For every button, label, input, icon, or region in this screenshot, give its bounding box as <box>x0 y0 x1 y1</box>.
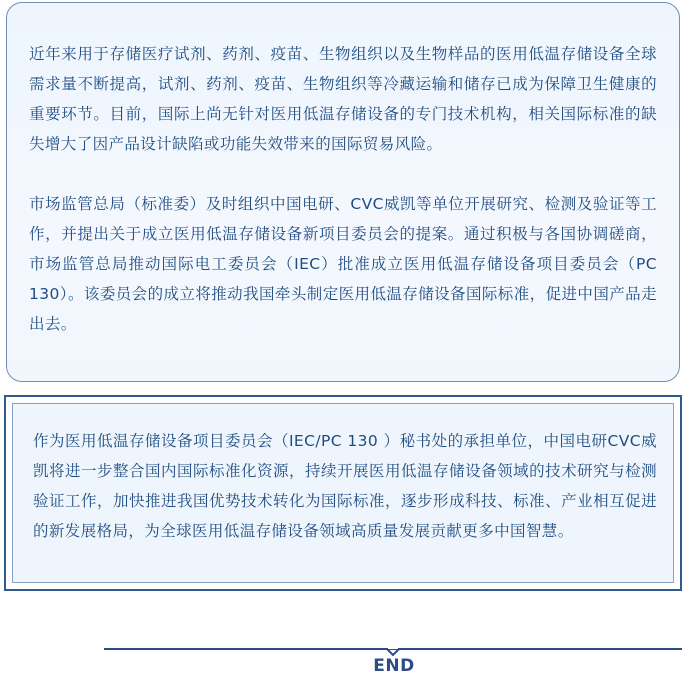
end-label: END <box>373 656 415 676</box>
summary-card-inner <box>12 403 674 583</box>
intro-paragraph-2: 市场监管总局（标准委）及时组织中国电研、CVC威凯等单位开展研究、检测及验证等工作，并提出关于成立医用低温存储设备新项目委员会的提案。通过积极与各国协调磋商，市场监管总局推动国际电工委员会（IEC）批准成立医用低温存储设备项目委员会（PC 130）。该委员会的成立将推动我国牵头制定医用低温存储设备国际标准，促进中国产品走出去。 <box>29 195 657 333</box>
intro-paragraph-1: 近年来用于存储医疗试剂、药剂、疫苗、生物组织以及生物样品的医用低温存储设备全球需求量不断提高，试剂、药剂、疫苗、生物组织等冷藏运输和储存已成为保障卫生健康的重要环节。目前，国际上尚无针对医用低温存储设备的专门技术机构，相关国际标准的缺失增大了因产品设计缺陷或功能失效带来的国际贸易风险。 <box>29 45 657 153</box>
end-divider <box>104 642 682 682</box>
summary-paragraph: 作为医用低温存储设备项目委员会（IEC/PC 130 ）秘书处的承担单位，中国电研CVC威凯将进一步整合国内国际标准化资源，持续开展医用低温存储设备领域的技术研究与检测验证工作，加快推进我国优势技术转化为国际标准，逐步形成科技、标准、产业相互促进的新发展格局，为全球医用低温存储设备领域高质量发展贡献更多中国智慧。 <box>33 432 657 540</box>
summary-card <box>4 395 682 591</box>
intro-card <box>6 2 680 382</box>
